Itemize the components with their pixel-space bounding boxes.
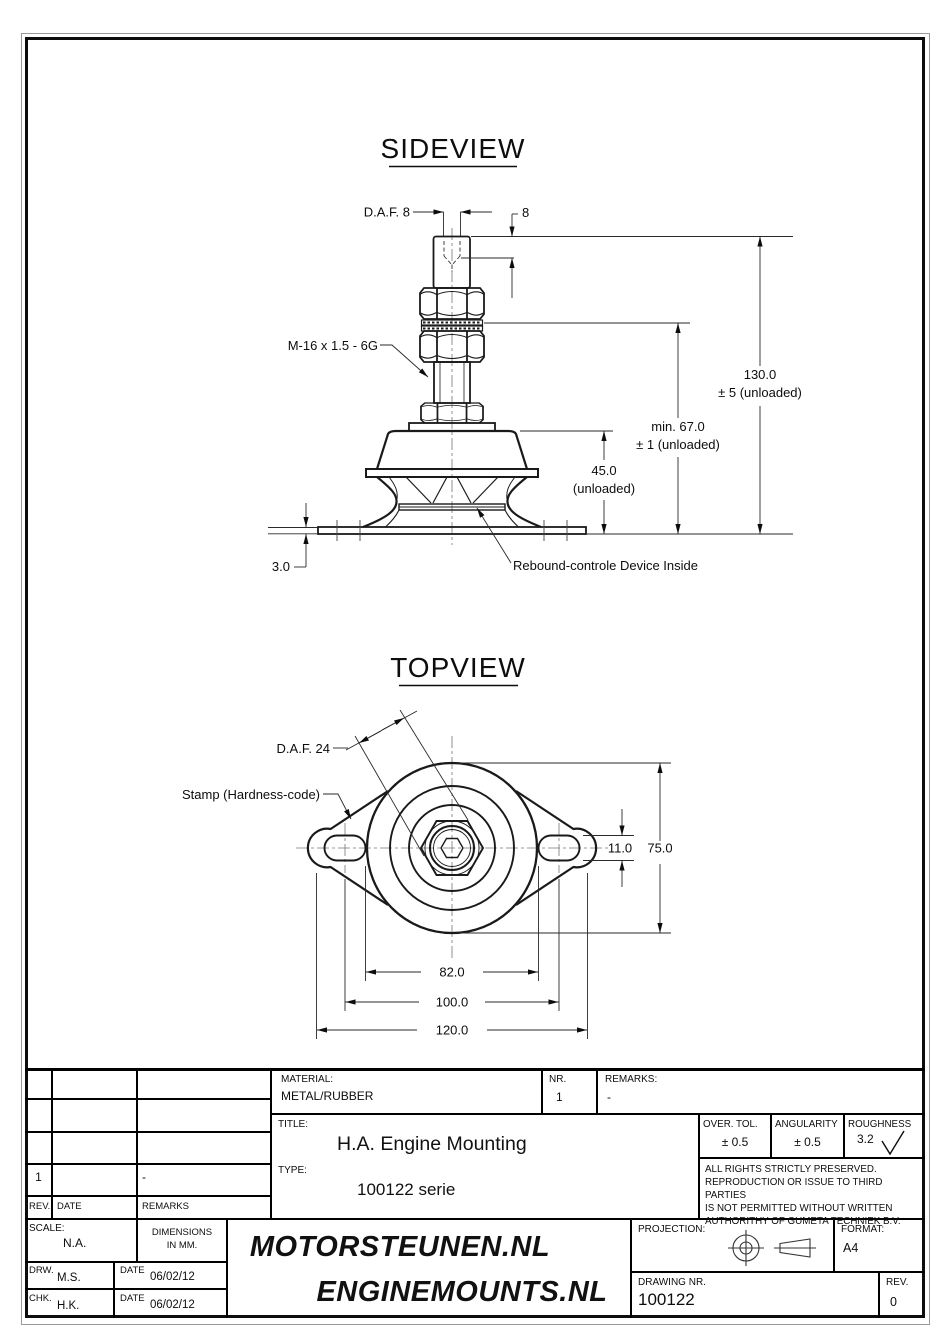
format-label: FORMAT: (841, 1224, 885, 1235)
revision-cell (880, 1273, 925, 1318)
material-label: MATERIAL: (281, 1074, 334, 1085)
dim-130-tolerance: ± 5 (unloaded) (718, 385, 802, 400)
revision-row-divider (25, 1163, 270, 1165)
dim-45-note: (unloaded) (572, 481, 636, 496)
nr-value: 1 (556, 1090, 563, 1104)
scale-cell (25, 1220, 138, 1263)
drawn-date-cell (115, 1263, 228, 1290)
legal-line: ALL RIGHTS STRICTLY PRESERVED. (705, 1164, 877, 1175)
sideview-dimensions (268, 212, 793, 567)
angularity-label: ANGULARITY (775, 1119, 838, 1130)
rebound-label: Rebound-controle Device Inside (513, 558, 698, 573)
remarks-cell (598, 1070, 925, 1115)
scale-value: N.A. (63, 1236, 87, 1250)
drawn-date-value: 06/02/12 (150, 1271, 195, 1283)
revision-col-divider (51, 1070, 53, 1220)
daf24-label: D.A.F. 24 (276, 741, 330, 756)
overall-tolerance-cell (700, 1115, 772, 1159)
surface-roughness-icon (880, 1130, 908, 1156)
dim-11-value: 11.0 (607, 840, 633, 856)
thread-spec-label: M-16 x 1.5 - 6G (287, 338, 378, 353)
company-name-line1: MOTORSTEUNEN.NL (249, 1231, 551, 1263)
sideview-title: SIDEVIEW (380, 133, 526, 164)
lock-washers (422, 320, 483, 331)
remarks-column-header: REMARKS (142, 1201, 189, 1212)
checked-by-label: CHK. (29, 1293, 52, 1304)
drawing-number-label: DRAWING NR. (638, 1277, 706, 1288)
checked-date-value: 06/02/12 (150, 1299, 195, 1311)
overall-tolerance-value: ± 0.5 (721, 1135, 749, 1149)
stamp-label: Stamp (Hardness-code) (182, 787, 320, 802)
drawn-date-label: DATE (120, 1265, 145, 1276)
format-cell (835, 1220, 925, 1273)
roughness-cell (845, 1115, 925, 1159)
date-column-header: DATE (57, 1201, 82, 1212)
revision-entry-remarks: - (142, 1170, 146, 1184)
legal-line: REPRODUCTION OR ISSUE TO THIRD PARTIES (705, 1176, 883, 1201)
topview-title: TOPVIEW (390, 652, 526, 683)
topview-drawing (182, 652, 673, 1039)
revision-row-divider (25, 1098, 270, 1100)
revision-value: 0 (890, 1295, 897, 1309)
checked-date-label: DATE (120, 1293, 145, 1304)
remarks-value: - (607, 1090, 611, 1104)
format-value: A4 (843, 1241, 859, 1255)
projection-cell (632, 1220, 835, 1273)
dim-120-value: 120.0 (435, 1022, 469, 1038)
nr-label: NR. (549, 1074, 567, 1085)
roughness-label: ROUGHNESS (848, 1119, 912, 1130)
drawn-by-cell (25, 1263, 115, 1290)
company-name-line2: ENGINEMOUNTS.NL (316, 1276, 608, 1308)
legal-line: AUTHORITHY OF GUMETA TECHNIEK B.V. (705, 1215, 901, 1227)
checked-by-value: H.K. (57, 1300, 80, 1312)
legal-notice-cell (700, 1159, 925, 1227)
drawing-title: H.A. Engine Mounting (337, 1133, 527, 1155)
remarks-label: REMARKS: (605, 1074, 658, 1085)
dimensions-unit-cell (138, 1220, 228, 1263)
material-cell (272, 1070, 543, 1115)
first-angle-projection-icon (720, 1228, 830, 1268)
dim-67-tolerance: ± 1 (unloaded) (636, 437, 720, 452)
legal-line: IS NOT PERMITTED WITHOUT WRITTEN (705, 1202, 893, 1214)
revision-entry-number: 1 (35, 1170, 42, 1184)
angularity-cell (772, 1115, 845, 1159)
company-logo-cell (228, 1220, 632, 1318)
drawing-number-value: 100122 (638, 1290, 695, 1309)
topview-centerlines (296, 736, 608, 958)
nr-cell (543, 1070, 598, 1115)
daf8-label: D.A.F. 8 (363, 204, 410, 220)
dim-100-value: 100.0 (435, 994, 469, 1010)
roughness-value: 3.2 (857, 1132, 874, 1146)
revision-col-divider (136, 1070, 138, 1220)
dim-82-value: 82.0 (439, 964, 465, 980)
checked-date-cell (115, 1290, 228, 1318)
revision-label: REV. (886, 1277, 909, 1288)
drawing-type: 100122 serie (357, 1180, 456, 1199)
dimensions-unit-line2: IN MM. (166, 1240, 198, 1251)
checked-by-cell (25, 1290, 115, 1318)
title-label: TITLE: (278, 1119, 309, 1130)
topview-dimensions (317, 710, 672, 1039)
overall-tolerance-label: OVER. TOL. (703, 1119, 758, 1130)
revision-table (25, 1070, 272, 1220)
drawn-by-value: M.S. (57, 1272, 81, 1284)
socket-depth-label: 8 (522, 205, 530, 220)
sideview-drawing (268, 133, 802, 574)
projection-label: PROJECTION: (638, 1224, 706, 1235)
angularity-value: ± 0.5 (794, 1135, 821, 1149)
title-type-cell (272, 1115, 700, 1220)
scale-label: SCALE: (29, 1223, 65, 1234)
dim-45-value: 45.0 (591, 463, 617, 478)
dim-67-value: min. 67.0 (651, 419, 705, 434)
dimensions-unit-line1: DIMENSIONS (151, 1227, 213, 1238)
type-label: TYPE: (278, 1165, 307, 1176)
drawing-number-cell (632, 1273, 880, 1318)
dim-130-value: 130.0 (743, 367, 777, 382)
drawn-by-label: DRW. (29, 1265, 54, 1276)
revision-row-divider (25, 1131, 270, 1133)
dim-3-value: 3.0 (271, 559, 290, 574)
revision-row-divider (25, 1195, 270, 1197)
rev-column-header: REV. (29, 1201, 51, 1212)
dim-75-value: 75.0 (647, 840, 673, 856)
material-value: METAL/RUBBER (281, 1089, 374, 1103)
